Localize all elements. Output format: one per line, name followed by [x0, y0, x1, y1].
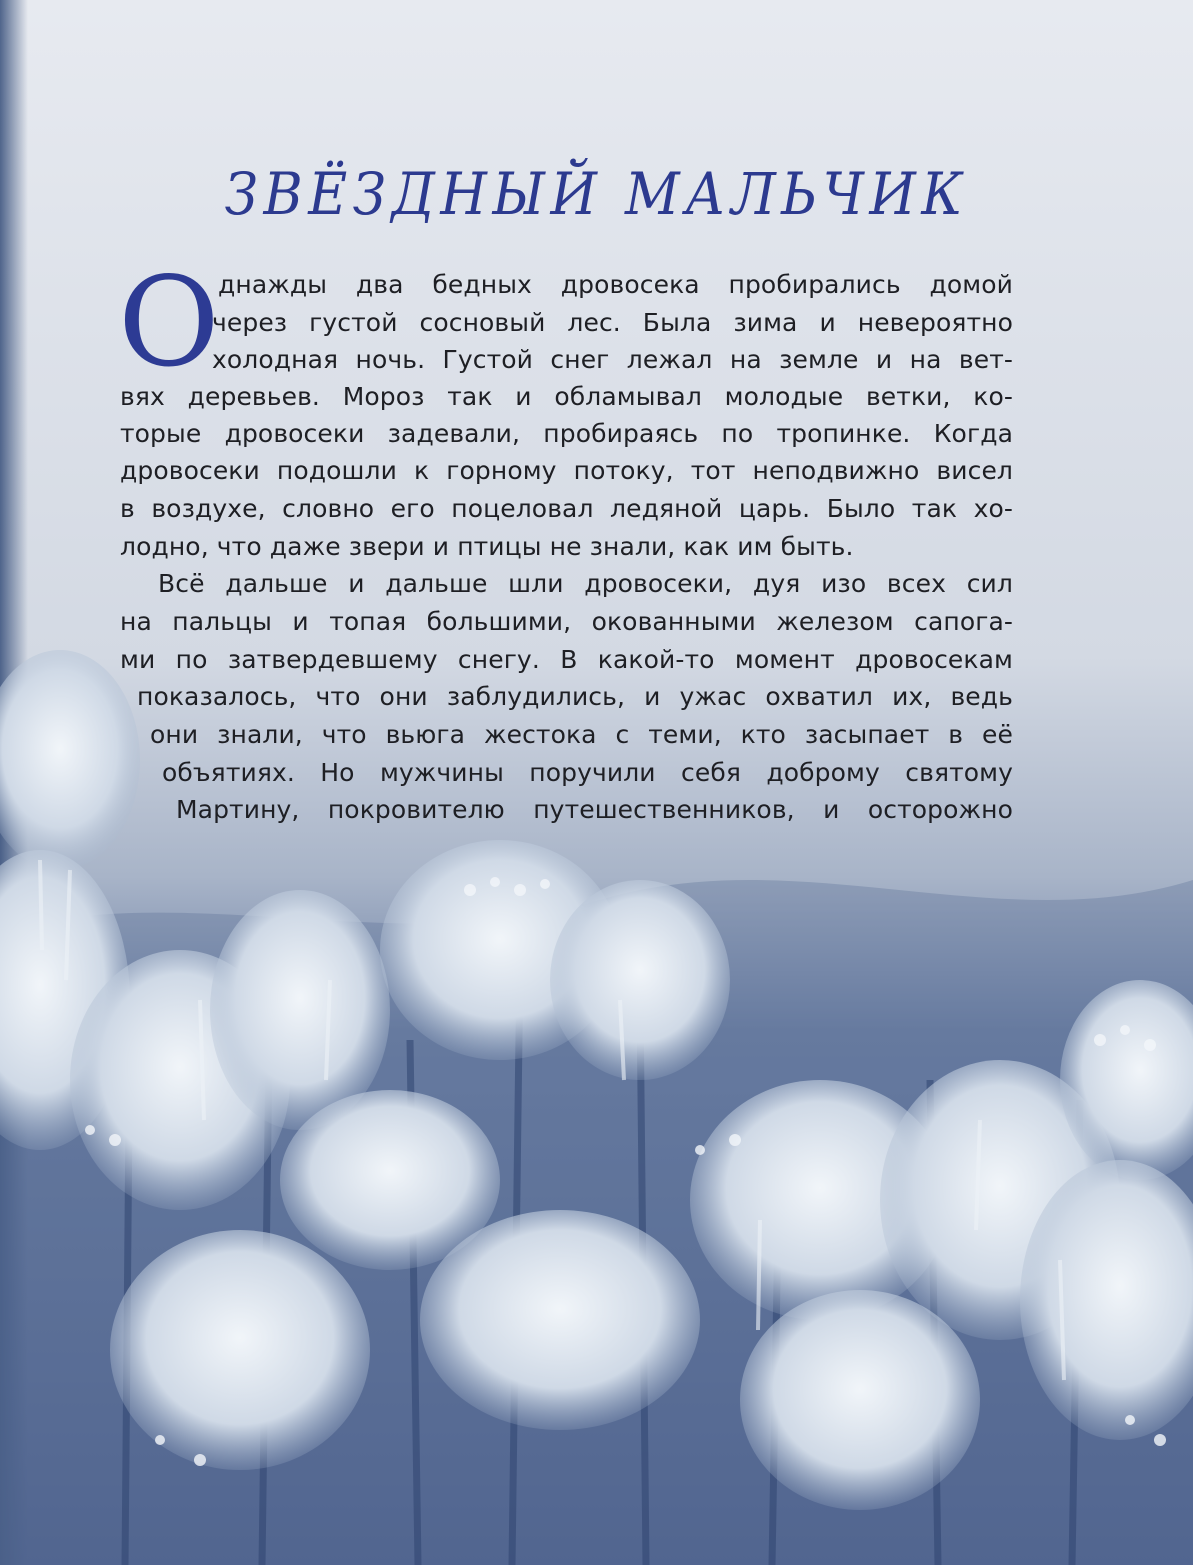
- text-line: днажды два бедных дровосека пробирались домой: [218, 270, 1013, 299]
- text-line: торые дровосеки задевали, пробираясь по тропинке. Когда: [120, 419, 1013, 448]
- text-line: объятиях. Но мужчины поручили себя доброму святому: [162, 758, 1013, 787]
- text-line: в воздухе, словно его поцеловал ледяной царь. Было так хо-: [120, 494, 1013, 523]
- text-line: через густой сосновый лес. Была зима и невероятно: [212, 308, 1013, 337]
- text-line: они знали, что вьюга жестока с теми, кто засыпает в её: [150, 720, 1013, 749]
- text-line: холодная ночь. Густой снег лежал на земле и на вет-: [212, 345, 1013, 374]
- drop-cap: О: [118, 251, 220, 395]
- text-line: показалось, что они заблудились, и ужас охватил их, ведь: [137, 682, 1013, 711]
- text-line: вях деревьев. Мороз так и обламывал молодые ветки, ко-: [120, 382, 1013, 411]
- text-line: Мартину, покровителю путешественников, и осторожно: [176, 795, 1013, 824]
- page-title: ЗВЁЗДНЫЙ МАЛЬЧИК: [224, 160, 969, 228]
- text-line: ми по затвердевшему снегу. В какой-то момент дровосекам: [120, 645, 1013, 674]
- text-line: Всё дальше и дальше шли дровосеки, дуя изо всех сил: [158, 569, 1013, 598]
- text-line: лодно, что даже звери и птицы не знали, как им быть.: [120, 532, 854, 561]
- text-line: дровосеки подошли к горному потоку, тот неподвижно висел: [120, 456, 1013, 485]
- text-line: на пальцы и топая большими, окованными железом сапога-: [120, 607, 1013, 636]
